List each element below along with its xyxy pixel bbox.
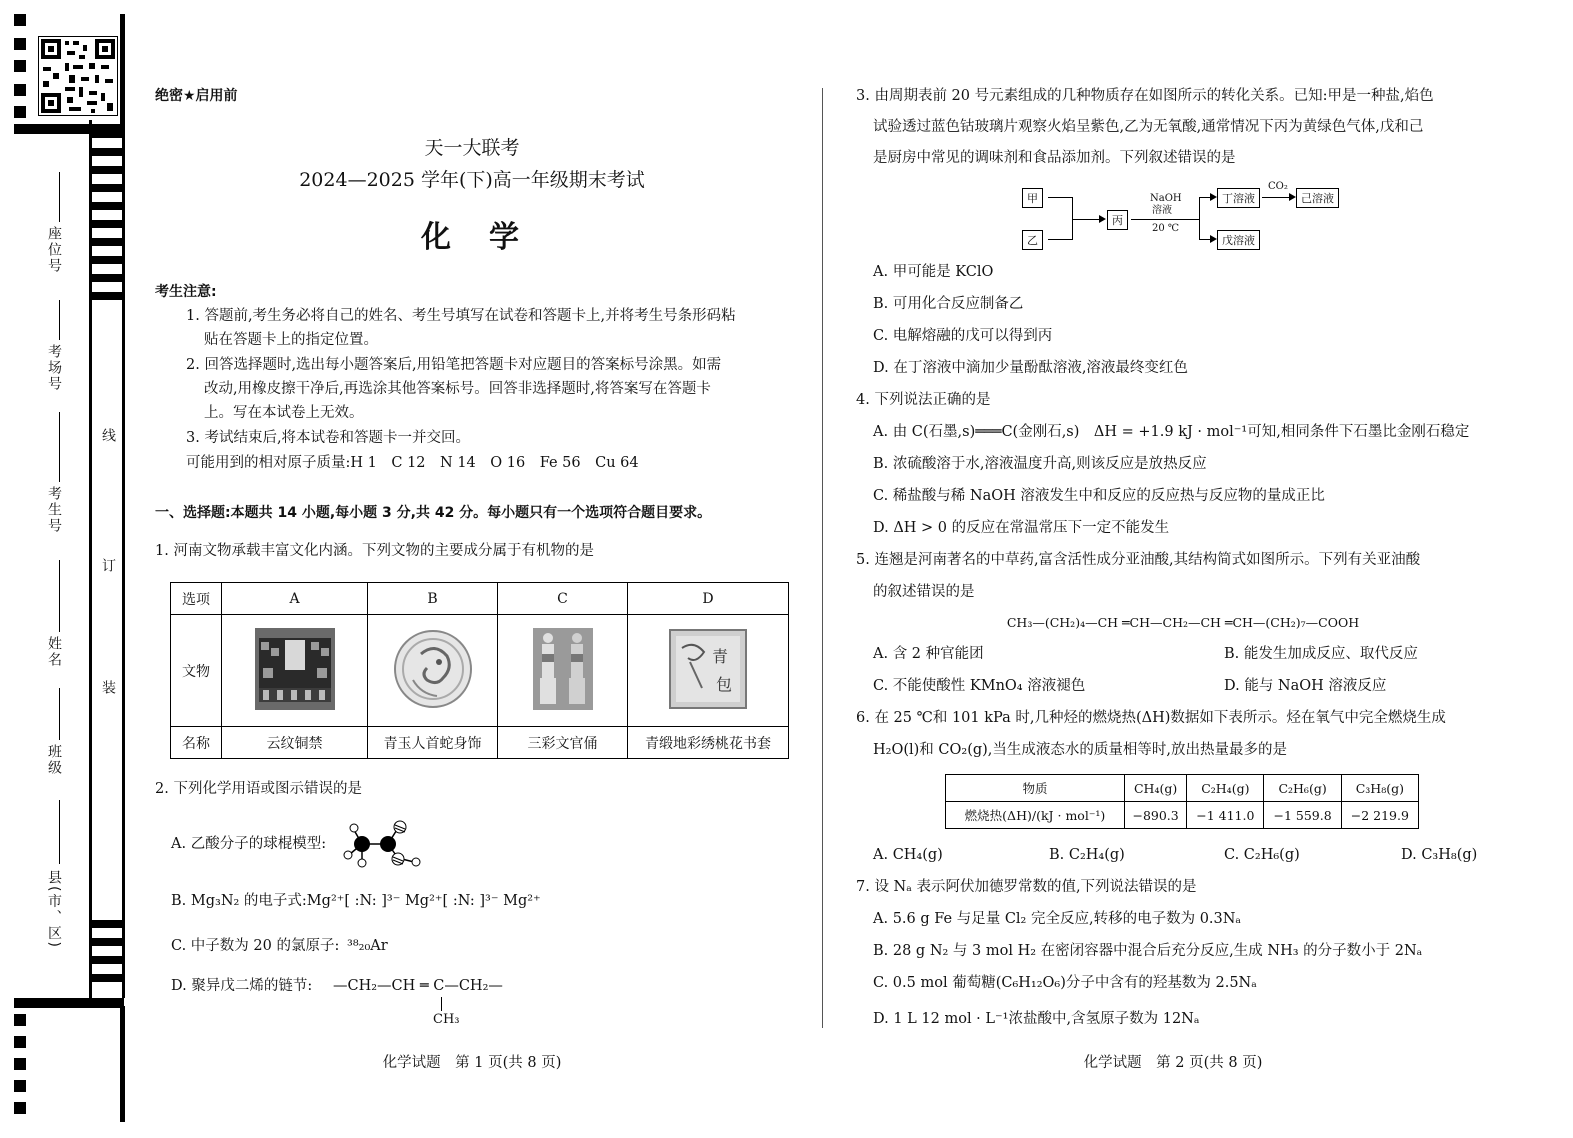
q6-header: C₃H₈(g): [1341, 775, 1418, 802]
student-number-label: 考生号: [46, 486, 62, 534]
node-ding: 丁溶液: [1217, 188, 1260, 208]
q3-option-c: C. 电解熔融的戊可以得到丙: [873, 328, 1053, 344]
name-label: 姓名: [46, 636, 62, 668]
notice-item: 贴在答题卡上的指定位置。: [204, 332, 378, 348]
q6-option-c: C. C₂H₆(g): [1224, 847, 1300, 863]
cut-mark-line: 线: [100, 428, 116, 444]
bind-stripe: [14, 1080, 26, 1092]
notice-item: 3. 考试结束后,将本试卷和答题卡一并交回。: [186, 430, 471, 446]
arrow-icon: [1099, 215, 1106, 223]
q2-option-c: C. 中子数为 20 的氯原子:: [171, 938, 340, 954]
exam-organizer: 天一大联考: [424, 137, 520, 159]
node-yi: 乙: [1022, 230, 1043, 250]
jade-ornament-image: [391, 628, 475, 710]
q6-stem-line: H₂O(l)和 CO₂(g),当生成液态水的质量相等时,放出热量最多的是: [873, 742, 1288, 758]
notice-item: 改动,用橡皮擦干净后,再选涂其他答案标号。回答非选择题时,将答案写在答题卡: [204, 381, 711, 397]
artifact-b-cell: [368, 615, 498, 727]
q6-value: −890.3: [1125, 802, 1187, 829]
case-glyph-1: 青: [712, 646, 729, 666]
bind-border: [120, 14, 125, 124]
q1-row-label: 文物: [171, 615, 222, 727]
q3-option-b: B. 可用化合反应制备乙: [873, 296, 1024, 312]
q6-option-a: A. CH₄(g): [873, 847, 943, 863]
q1-option: B: [368, 583, 498, 615]
q3-stem-line: 试验透过蓝色钴玻璃片观察火焰呈紫色,乙为无氧酸,通常情况下丙为黄绿色气体,戊和己: [873, 119, 1424, 135]
q1-row-label: 名称: [171, 727, 222, 759]
q2-c-nuclide: ³⁸₂₀Ar: [347, 938, 388, 954]
bind-stripe: [14, 1014, 26, 1026]
bind-stripe: [14, 14, 26, 26]
exam-room-label: 考场号: [46, 344, 62, 392]
node-wu: 戊溶液: [1217, 230, 1260, 250]
q4-option-a: A. 由 C(石墨,s)═══C(金刚石,s) ΔH = +1.9 kJ · mol⁻¹可知,相同条件下石墨比金刚石稳定: [873, 424, 1470, 440]
bind-border: [120, 1006, 125, 1122]
diagram-line: [1199, 197, 1200, 239]
bind-stripe: [14, 106, 26, 118]
bind-stripe: [14, 1036, 26, 1048]
field-underline: [59, 172, 60, 222]
q6-value: −2 219.9: [1341, 802, 1418, 829]
page-footer-left: 化学试题 第 1 页(共 8 页): [382, 1055, 562, 1071]
bronze-altar-image: [255, 628, 335, 710]
notice-item: 上。写在本试卷上无效。: [204, 405, 364, 421]
case-glyph-2: 包: [716, 674, 733, 694]
q3-stem-line: 3. 由周期表前 20 号元素组成的几种物质存在如图所示的转化关系。已知:甲是一种盐,焰色: [856, 88, 1434, 104]
q2-option-a: A. 乙酸分子的球棍模型:: [171, 836, 327, 852]
acetic-acid-ball-stick-model: [340, 818, 422, 868]
q6-value: −1 559.8: [1264, 802, 1341, 829]
q4-stem: 4. 下列说法正确的是: [856, 392, 991, 408]
q1-row-label: 选项: [171, 583, 222, 615]
q2-stem: 2. 下列化学用语或图示错误的是: [155, 781, 362, 797]
arrow-icon: [1210, 235, 1217, 243]
q6-header: CH₄(g): [1125, 775, 1187, 802]
node-ji: 己溶液: [1296, 188, 1339, 208]
exam-title: 2024—2025 学年(下)高一年级期末考试: [299, 169, 645, 191]
artifact-name: 青玉人首蛇身饰: [368, 727, 498, 759]
condition-naoh: NaOH: [1150, 193, 1182, 204]
embroidered-case-image: [668, 628, 748, 710]
q3-option-a: A. 甲可能是 KClO: [873, 264, 994, 280]
q4-option-b: B. 浓硫酸溶于水,溶液温度升高,则该反应是放热反应: [873, 456, 1207, 472]
node-bing: 丙: [1107, 210, 1128, 230]
diagram-line: [1262, 197, 1290, 198]
q7-option-b: B. 28 g N₂ 与 3 mol H₂ 在密闭容器中混合后充分反应,生成 NH₃ 的分子数小于 2Nₐ: [873, 943, 1423, 959]
subject-title: 化 学: [421, 220, 523, 255]
q7-option-c: C. 0.5 mol 葡萄糖(C₆H₁₂O₆)分子中含有的羟基数为 2.5Nₐ: [873, 975, 1257, 991]
node-jia: 甲: [1022, 188, 1043, 208]
q6-value: −1 411.0: [1187, 802, 1264, 829]
arrow-icon: [1289, 193, 1296, 201]
notice-item: 2. 回答选择题时,选出每小题答案后,用铅笔把答题卡对应题目的答案标号涂黑。如需: [186, 357, 722, 373]
notice-title: 考生注意:: [155, 284, 217, 300]
q6-stem-line: 6. 在 25 ℃和 101 kPa 时,几种烃的燃烧热(ΔH)数据如下表所示。烃在氧气中完全燃烧生成: [856, 710, 1446, 726]
q7-option-d: D. 1 L 12 mol · L⁻¹浓盐酸中,含氢原子数为 12Nₐ: [873, 1011, 1200, 1027]
q5-stem-line: 的叙述错误的是: [873, 584, 975, 600]
q5-option-d: D. 能与 NaOH 溶液反应: [1224, 678, 1387, 694]
diagram-line: [1131, 219, 1199, 220]
notice-item: 1. 答题前,考生务必将自己的姓名、考生号填写在试卷和答题卡上,并将考生号条形码粘: [186, 308, 736, 324]
arrow-icon: [1210, 193, 1217, 201]
q3-stem-line: 是厨房中常见的调味剂和食品添加剂。下列叙述错误的是: [873, 150, 1236, 166]
confidential-mark: 绝密★启用前: [155, 88, 238, 104]
q1-stem: 1. 河南文物承载丰富文化内涵。下列文物的主要成分属于有机物的是: [155, 543, 594, 559]
atomic-masses: 可能用到的相对原子质量:H 1 C 12 N 14 O 16 Fe 56 Cu 64: [186, 455, 639, 471]
bind-stripe: [14, 38, 26, 50]
q1-option: C: [498, 583, 628, 615]
q2-option-b: B. Mg₃N₂ 的电子式:Mg²⁺[ :N: ]³⁻ Mg²⁺[ :N: ]³⁻ Mg²⁺: [171, 893, 541, 909]
bind-stripe: [14, 84, 26, 96]
sancai-figurine-image: [533, 628, 593, 710]
q5-option-c: C. 不能使酸性 KMnO₄ 溶液褪色: [873, 678, 1086, 694]
q3-option-d: D. 在丁溶液中滴加少量酚酞溶液,溶液最终变红色: [873, 360, 1188, 376]
q6-row-label: 燃烧热(ΔH)/(kJ · mol⁻¹): [946, 802, 1125, 829]
artifact-a-cell: [222, 615, 368, 727]
qr-code: [38, 36, 118, 116]
q4-option-c: C. 稀盐酸与稀 NaOH 溶液发生中和反应的反应热与反应物的量成正比: [873, 488, 1325, 504]
condition-solution: 溶液: [1152, 205, 1172, 216]
q6-option-d: D. C₃H₈(g): [1401, 847, 1478, 863]
page-footer-right: 化学试题 第 2 页(共 8 页): [1083, 1055, 1263, 1071]
q1-option: D: [628, 583, 789, 615]
diagram-line: [1048, 239, 1072, 240]
q5-stem-line: 5. 连翘是河南著名的中草药,富含活性成分亚油酸,其结构简式如图所示。下列有关亚油酸: [856, 552, 1421, 568]
bind-stripe: [14, 60, 26, 72]
q1-table: [170, 582, 789, 759]
page-divider: [822, 88, 823, 1028]
q6-header: C₂H₆(g): [1264, 775, 1341, 802]
artifact-name: 三彩文官俑: [498, 727, 628, 759]
artifact-name: 云纹铜禁: [222, 727, 368, 759]
county-label: 县(市、区): [46, 870, 62, 949]
bind-stripe: [14, 1058, 26, 1070]
diagram-line: [1072, 219, 1100, 220]
diagram-line: [1048, 197, 1072, 198]
class-label: 班级: [46, 744, 62, 776]
q2-d-branch: CH₃: [433, 1012, 460, 1027]
binding-column: [89, 120, 125, 998]
q2-option-d: D. 聚异戊二烯的链节:: [171, 978, 313, 994]
q5-option-b: B. 能发生加成反应、取代反应: [1224, 646, 1418, 662]
q6-header: 物质: [946, 775, 1125, 802]
q6-combustion-table: [945, 774, 1419, 829]
q7-stem: 7. 设 Nₐ 表示阿伏加德罗常数的值,下列说法错误的是: [856, 879, 1197, 895]
field-underline: [59, 412, 60, 482]
condition-temp: 20 ℃: [1152, 223, 1180, 234]
q6-header: C₂H₄(g): [1187, 775, 1264, 802]
field-underline: [59, 300, 60, 340]
q5-option-a: A. 含 2 种官能团: [873, 646, 984, 662]
q6-option-b: B. C₂H₄(g): [1049, 847, 1125, 863]
artifact-c-cell: [498, 615, 628, 727]
field-underline: [59, 800, 60, 864]
bind-stripe: [14, 1102, 26, 1114]
q4-option-d: D. ΔH > 0 的反应在常温常压下一定不能发生: [873, 520, 1170, 536]
field-underline: [59, 560, 60, 632]
section-heading: 一、选择题:本题共 14 小题,每小题 3 分,共 42 分。每小题只有一个选项符合题目要求。: [155, 505, 712, 521]
q1-option: A: [222, 583, 368, 615]
linoleic-acid-formula: CH₃—(CH₂)₄—CH ═CH—CH₂—CH ═CH—(CH₂)₇—COOH: [1006, 615, 1360, 630]
q2-d-chain: —CH₂—CH ═ C—CH₂—: [333, 978, 503, 994]
condition-co2: CO₂: [1268, 181, 1288, 192]
artifact-d-cell: [628, 615, 789, 727]
field-underline: [59, 688, 60, 740]
q7-option-a: A. 5.6 g Fe 与足量 Cl₂ 完全反应,转移的电子数为 0.3Nₐ: [873, 911, 1242, 927]
artifact-name: 青缎地彩绣桃花书套: [628, 727, 789, 759]
cut-mark-pack: 装: [100, 680, 116, 696]
seat-number-label: 座位号: [46, 226, 62, 274]
branch-bond: [441, 997, 442, 1011]
bind-stripe: [14, 998, 124, 1008]
cut-mark-bind: 订: [100, 558, 116, 574]
